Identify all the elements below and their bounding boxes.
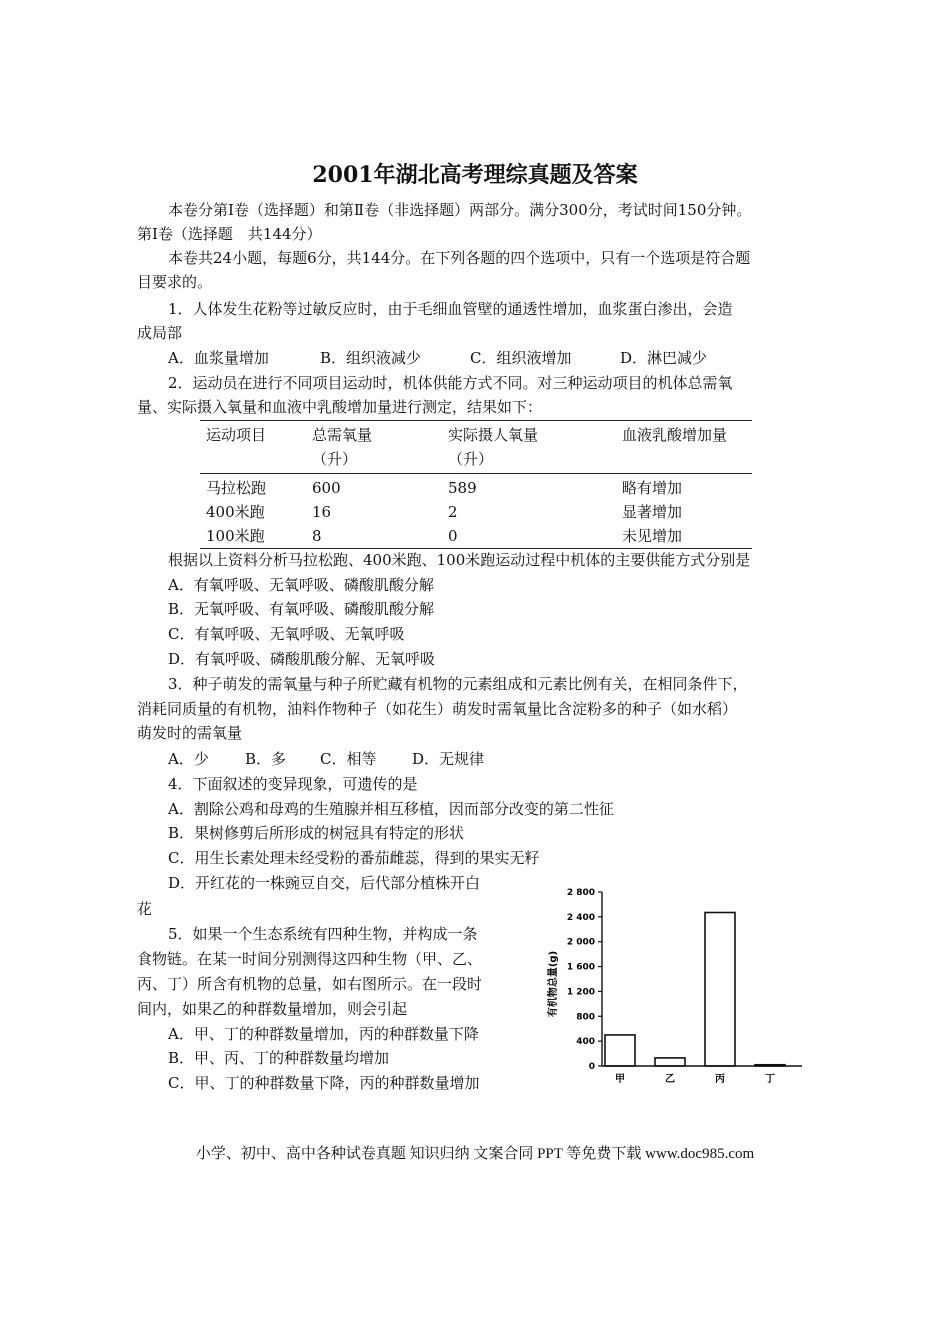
q3-stem-line-3: 萌发时的需氧量 — [137, 724, 243, 742]
table-cell: 显著增加 — [622, 503, 683, 521]
q2-option-d: D．有氧呼吸、磷酸肌酸分解、无氧呼吸 — [168, 650, 436, 668]
q2-option-b: B．无氧呼吸、有氧呼吸、磷酸肌酸分解 — [168, 600, 435, 618]
q2-stem-line-2: 量、实际摄入氧量和血液中乳酸增加量进行测定，结果如下： — [137, 398, 543, 416]
x-tick-label: 丙 — [715, 1074, 725, 1085]
table-cell: 16 — [312, 503, 332, 521]
y-tick-label: 2 400 — [566, 912, 595, 923]
bar-丙 — [705, 913, 735, 1066]
q3-option-d: D．无规律 — [412, 750, 485, 768]
table-subheader-row — [200, 447, 752, 474]
q3-option-a: A．少 — [168, 750, 209, 768]
q5-stem-line-1: 5．如果一个生态系统有四种生物，并构成一条 — [168, 925, 478, 943]
q1-stem-line-2: 成局部 — [137, 324, 183, 342]
x-tick-label: 丁 — [765, 1074, 775, 1085]
q1-option-c: C．组织液增加 — [470, 349, 572, 367]
x-tick-label: 甲 — [615, 1074, 625, 1085]
y-tick-label: 2 000 — [566, 937, 595, 948]
q5-stem-line-3: 丙、丁）所含有机物的总量，如右图所示。在一段时 — [137, 975, 483, 993]
instruction-line-1: 本卷共24小题，每题6分，共144分。在下列各题的四个选项中，只有一个选项是符合题 — [168, 249, 751, 267]
table-cell: 400米跑 — [206, 503, 265, 521]
q2-option-c: C．有氧呼吸、无氧呼吸、无氧呼吸 — [168, 625, 405, 643]
q2-option-a: A．有氧呼吸、无氧呼吸、磷酸肌酸分解 — [168, 576, 434, 594]
table-subheader — [200, 447, 306, 474]
q1-option-d: D．淋巴减少 — [620, 349, 708, 367]
bar-丁 — [755, 1065, 785, 1066]
table-cell: 600 — [312, 479, 341, 497]
table-subheader: （升） — [442, 447, 616, 474]
table-cell: 略有增加 — [622, 479, 683, 497]
page-title: 2001年湖北高考理综真题及答案 — [312, 162, 638, 188]
intro-text: 本卷分第Ⅰ卷（选择题）和第Ⅱ卷（非选择题）两部分。满分300分，考试时间150分钟。 — [168, 201, 752, 219]
y-axis-label: 有机物总量(g) — [548, 950, 559, 1018]
table-row — [200, 524, 752, 549]
table-header: 运动项目 — [200, 421, 306, 448]
table-row — [200, 500, 752, 524]
q5-stem-line-4: 间内，如果乙的种群数量增加，则会引起 — [137, 1000, 408, 1018]
y-tick-label: 800 — [576, 1012, 595, 1023]
table-cell: 2 — [448, 503, 458, 521]
q3-option-b: B．多 — [245, 750, 287, 768]
table-header-row — [200, 421, 752, 448]
q4-option-d-line-2: 花 — [137, 900, 153, 918]
table-subheader — [616, 447, 752, 474]
q5-option-b: B．甲、丙、丁的种群数量均增加 — [168, 1049, 390, 1067]
q4-stem: 4．下面叙述的变异现象，可遗传的是 — [168, 775, 418, 793]
footer-text: 小学、初中、高中各种试卷真题 知识归纳 文案合同 PPT 等免费下载 www.doc985.com — [195, 1146, 755, 1162]
q3-stem-line-1: 3．种子萌发的需氧量与种子所贮藏有机物的元素组成和元素比例有关，在相同条件下， — [168, 675, 748, 693]
table-cell: 8 — [306, 524, 442, 549]
x-tick-label: 乙 — [665, 1074, 675, 1085]
q1-option-a: A．血浆量增加 — [168, 349, 269, 367]
y-tick-label: 400 — [576, 1037, 595, 1048]
q5-stem-line-2: 食物链。在某一时间分别测得这四种生物（甲、乙、 — [137, 950, 483, 968]
q1-stem-line-1: 1．人体发生花粉等过敏反应时，由于毛细血管壁的通透性增加，血浆蛋白渗出，会造 — [168, 300, 733, 318]
table-header: 总需氧量 — [306, 421, 442, 448]
q5-option-a: A．甲、丁的种群数量增加，丙的种群数量下降 — [168, 1025, 479, 1043]
organic-matter-bar-chart — [540, 880, 820, 1090]
y-tick-label: 1 200 — [566, 987, 595, 998]
q2-stem-line-1: 2．运动员在进行不同项目运动时，机体供能方式不同。对三种运动项目的机体总需氧 — [168, 374, 733, 392]
bar-甲 — [605, 1035, 635, 1066]
table-header: 实际摄人氧量 — [442, 421, 616, 448]
table-cell: 未见增加 — [616, 524, 752, 549]
q3-stem-line-2: 消耗同质量的有机物，油料作物种子（如花生）萌发时需氧量比含淀粉多的种子（如水稻） — [137, 700, 738, 718]
q2-question: 根据以上资料分析马拉松跑、400米跑、100米跑运动过程中机体的主要供能方式分别是 — [168, 551, 751, 569]
y-tick-label: 0 — [588, 1062, 595, 1072]
q4-option-d-line-1: D．开红花的一株豌豆自交，后代部分植株开白 — [168, 874, 481, 892]
table-row — [200, 474, 752, 501]
q4-option-a: A．割除公鸡和母鸡的生殖腺并相互移植，因而部分改变的第二性征 — [168, 800, 614, 818]
q5-option-c: C．甲、丁的种群数量下降，丙的种群数量增加 — [168, 1074, 480, 1092]
y-tick-label: 1 600 — [566, 962, 595, 973]
q3-option-c: C．相等 — [320, 750, 377, 768]
q1-option-b: B．组织液减少 — [320, 349, 422, 367]
table-cell: 马拉松跑 — [206, 479, 267, 497]
instruction-line-2: 目要求的。 — [137, 273, 213, 291]
table-header: 血液乳酸增加量 — [616, 421, 752, 448]
bar-乙 — [655, 1058, 685, 1066]
part-heading: 第Ⅰ卷（选择题 共144分） — [137, 225, 322, 243]
table-cell: 0 — [442, 524, 616, 549]
y-tick-label: 2 800 — [566, 888, 595, 898]
table-cell: 100米跑 — [200, 524, 306, 549]
oxygen-table — [200, 420, 752, 549]
table-subheader: （升） — [306, 447, 442, 474]
table-cell: 589 — [448, 479, 477, 497]
q4-option-c: C．用生长素处理未经受粉的番茄雌蕊，得到的果实无籽 — [168, 849, 540, 867]
q4-option-b: B．果树修剪后所形成的树冠具有特定的形状 — [168, 824, 465, 842]
